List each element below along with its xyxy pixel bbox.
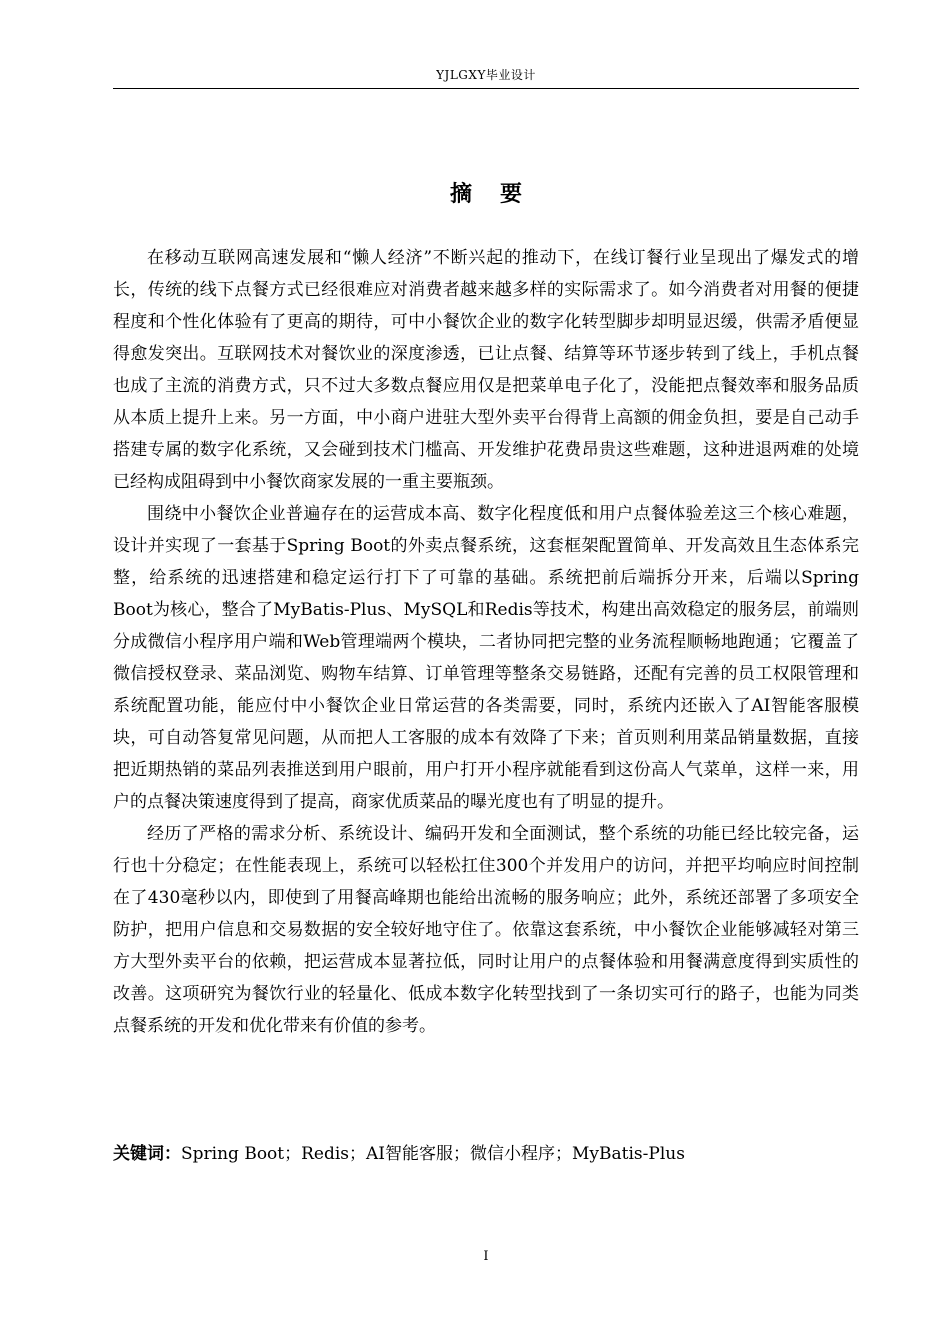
page-number: I: [483, 1249, 489, 1264]
abstract-paragraph-3: 经历了严格的需求分析、系统设计、编码开发和全面测试，整个系统的功能已经比较完备，运行也十分稳定；在性能表现上，系统可以轻松扛住300个并发用户的访问，并把平均响应时间控制在了430毫秒以内，即使到了用餐高峰期也能给出流畅的服务响应；此外，系统还部署了多项安全防护，把用户信息和交易数据的安全较好地守住了。依靠这套系统，中小餐饮企业能够减轻对第三方大型外卖平台的依赖，把运营成本显著拉低，同时让用户的点餐体验和用餐满意度得到实质性的改善。这项研究为餐饮行业的轻量化、低成本数字化转型找到了一条切实可行的路子，也能为同类点餐系统的开发和优化带来有价值的参考。: [113, 824, 859, 1036]
abstract-paragraph-2: 围绕中小餐饮企业普遍存在的运营成本高、数字化程度低和用户点餐体验差这三个核心难题，设计并实现了一套基于Spring Boot的外卖点餐系统，这套框架配置简单、开发高效且生态体系完整，给系统的迅速搭建和稳定运行打下了可靠的基础。系统把前后端拆分开来，后端以Spring Boot为核心，整合了MyBatis-Plus、MySQL和Redis等技术，构建出高效稳定的服务层，前端则分成微信小程序用户端和Web管理端两个模块，二者协同把完整的业务流程顺畅地跑通；它覆盖了微信授权登录、菜品浏览、购物车结算、订单管理等整条交易链路，还配有完善的员工权限管理和系统配置功能，能应付中小餐饮企业日常运营的各类需要，同时，系统内还嵌入了AI智能客服模块，可自动答复常见问题，从而把人工客服的成本有效降了下来；首页则利用菜品销量数据，直接把近期热销的菜品列表推送到用户眼前，用户打开小程序就能看到这份高人气菜单，这样一来，用户的点餐决策速度得到了提高，商家优质菜品的曝光度也有了明显的提升。: [113, 504, 859, 812]
abstract-paragraph-1: 在移动互联网高速发展和“懒人经济”不断兴起的推动下，在线订餐行业呈现出了爆发式的增长，传统的线下点餐方式已经很难应对消费者越来越多样的实际需求了。如今消费者对用餐的便捷程度和个性化体验有了更高的期待，可中小餐饮企业的数字化转型脚步却明显迟缓，供需矛盾便显得愈发突出。互联网技术对餐饮业的深度渗透，已让点餐、结算等环节逐步转到了线上，手机点餐也成了主流的消费方式，只不过大多数点餐应用仅是把菜单电子化了，没能把点餐效率和服务品质从本质上提升上来。另一方面，中小商户进驻大型外卖平台得背上高额的佣金负担，要是自己动手搭建专属的数字化系统，又会碰到技术门槛高、开发维护花费昂贵这些难题，这种进退两难的处境已经构成阻碍到中小餐饮商家发展的一重主要瓶颈。: [113, 248, 859, 492]
running-header: YJLGXY毕业设计: [436, 68, 536, 82]
keywords-line: [113, 1138, 859, 1170]
abstract-body: [113, 242, 859, 1042]
header-divider: [113, 88, 859, 89]
keywords-list: Spring Boot；Redis；AI智能客服；微信小程序；MyBatis-Plus: [181, 1144, 685, 1164]
abstract-title: 摘要: [449, 181, 550, 207]
keywords-label: 关键词：: [113, 1144, 181, 1164]
